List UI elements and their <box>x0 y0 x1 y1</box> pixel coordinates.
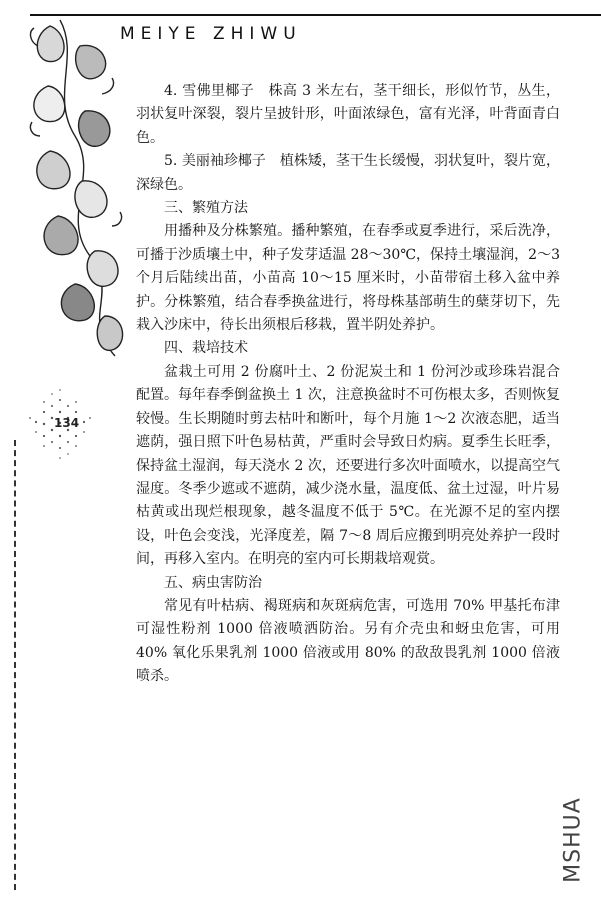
paragraph-pest-control: 常见有叶枯病、褐斑病和灰斑病危害，可选用 70% 甲基托布津可湿性粉剂 1000 倍液喷洒防治。另有介壳虫和蚜虫危害，可用 40% 氧化乐果乳剂 1000 倍液或用 80% 的敌敌畏乳剂 1000 倍液喷杀。 <box>136 597 560 685</box>
section-heading-propagation: 三、繁殖方法 <box>164 200 248 217</box>
watermark-text: MSHUA <box>560 797 586 883</box>
vine-illustration <box>20 16 130 376</box>
paragraph-variety-4: 4. 雪佛里椰子 株高 3 米左右，茎干细长，形似竹节，丛生，羽状复叶深裂，裂片呈披针形，叶面浓绿色，富有光泽，叶背面青白色。 <box>136 83 560 146</box>
paragraph-propagation: 用播种及分株繁殖。播种繁殖，在春季或夏季进行，采后洗净，可播于沙质壤土中，种子发芽适温 28～30℃，保持土壤湿润，2～3 个月后陆续出苗，小苗高 10～15 厘米时，小苗带宿土移入盆中养护。分株繁殖，结合春季换盆进行，将母株基部萌生的蘖芽切下，先栽入沙床中，待长出须根后移栽，置半阴处养护。 <box>136 223 560 334</box>
paragraph-cultivation: 盆栽土可用 2 份腐叶土、2 份泥炭土和 1 份河沙或珍珠岩混合配置。每年春季倒盆换土 1 次，注意换盆时不可伤根太多，否则恢复较慢。生长期随时剪去枯叶和断叶，每个月施 1～2 次液态肥，适当遮荫，强日照下叶色易枯黄，严重时会导致日灼病。夏季生长旺季，保持盆土湿润，每天浇水 2 次，还要进行多次叶面喷水，以提高空气湿度。冬季少遮或不遮荫，减少浇水量，温度低、盆土过湿，叶片易枯黄或出现烂根现象，越冬温度不低于 5℃。在光源不足的室内摆设，叶色会变浅，光泽度差，隔 7～8 周后应搬到明亮处养护一段时间，再移入室内。在明亮的室内可长期栽培观赏。 <box>136 363 560 568</box>
running-head: MEIYE ZHIWU <box>120 24 302 44</box>
margin-dashed-line <box>14 440 16 890</box>
page-number: 134 <box>54 416 80 430</box>
watermark <box>558 790 588 890</box>
section-heading-pest-control: 五、病虫害防治 <box>164 574 262 591</box>
body-text <box>136 80 560 689</box>
paragraph-variety-5: 5. 美丽袖珍椰子 植株矮，茎干生长缓慢，羽状复叶，裂片宽，深绿色。 <box>136 153 560 193</box>
section-heading-cultivation: 四、栽培技术 <box>164 340 248 357</box>
